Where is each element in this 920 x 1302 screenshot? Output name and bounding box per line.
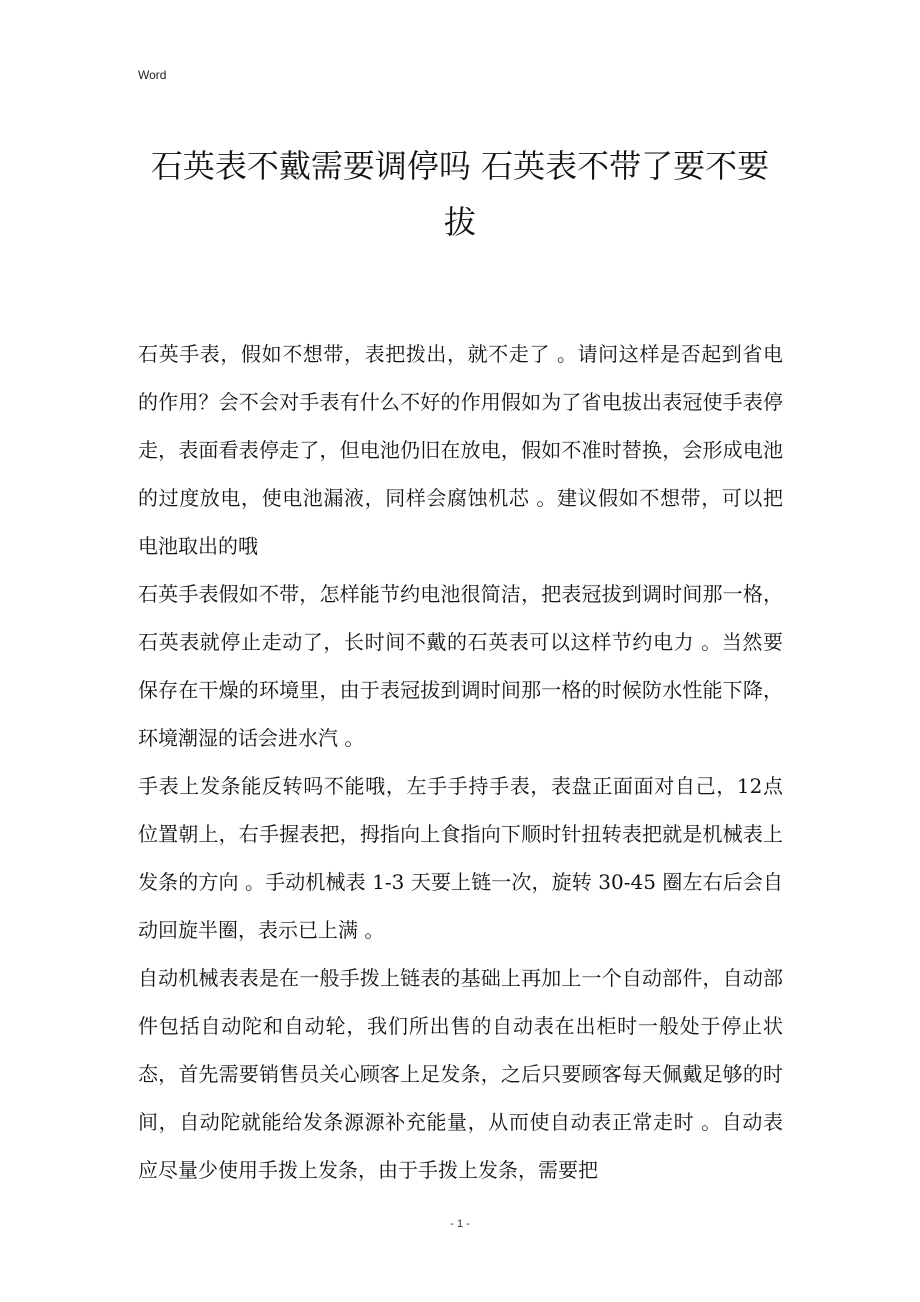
paragraph: 手表上发条能反转吗不能哦，左手手持手表，表盘正面面对自己，12点位置朝上，右手握表把，拇指向上食指向下顺时针扭转表把就是机械表上发条的方向 。手动机械表 1-3 天要上链一次，旋转 30-45 圈左右后会自动回旋半圈，表示已上满 。	[138, 774, 783, 942]
paragraph: 石英手表，假如不想带，表把拨出，就不走了 。请问这样是否起到省电的作用？会不会对手表有什么不好的作用假如为了省电拔出表冠使手表停走，表面看表停走了，但电池仍旧在放电，假如不准时替换，会形成电池的过度放电，使电池漏液，同样会腐蚀机芯 。建议假如不想带，可以把电池取出的哦	[138, 342, 783, 558]
header-label: Word	[138, 68, 167, 82]
document-title: 石英表不戴需要调停吗 石英表不带了要不要拔	[150, 147, 770, 241]
page-number: - 1 -	[450, 1218, 470, 1230]
document-body	[138, 330, 783, 1194]
paragraph: 自动机械表表是在一般手拨上链表的基础上再加上一个自动部件，自动部件包括自动陀和自动轮，我们所出售的自动表在出柜时一般处于停止状态，首先需要销售员关心顾客上足发条，之后只要顾客每天佩戴足够的时间，自动陀就能给发条源源补充能量，从而使自动表正常走时 。自动表应尽量少使用手拨上发条，由于手拨上发条，需要把	[138, 966, 783, 1182]
paragraph: 石英手表假如不带，怎样能节约电池很简洁，把表冠拔到调时间那一格，石英表就停止走动了，长时间不戴的石英表可以这样节约电力 。当然要保存在干燥的环境里，由于表冠拔到调时间那一格的时候防水性能下降，环境潮湿的话会进水汽 。	[138, 582, 783, 750]
